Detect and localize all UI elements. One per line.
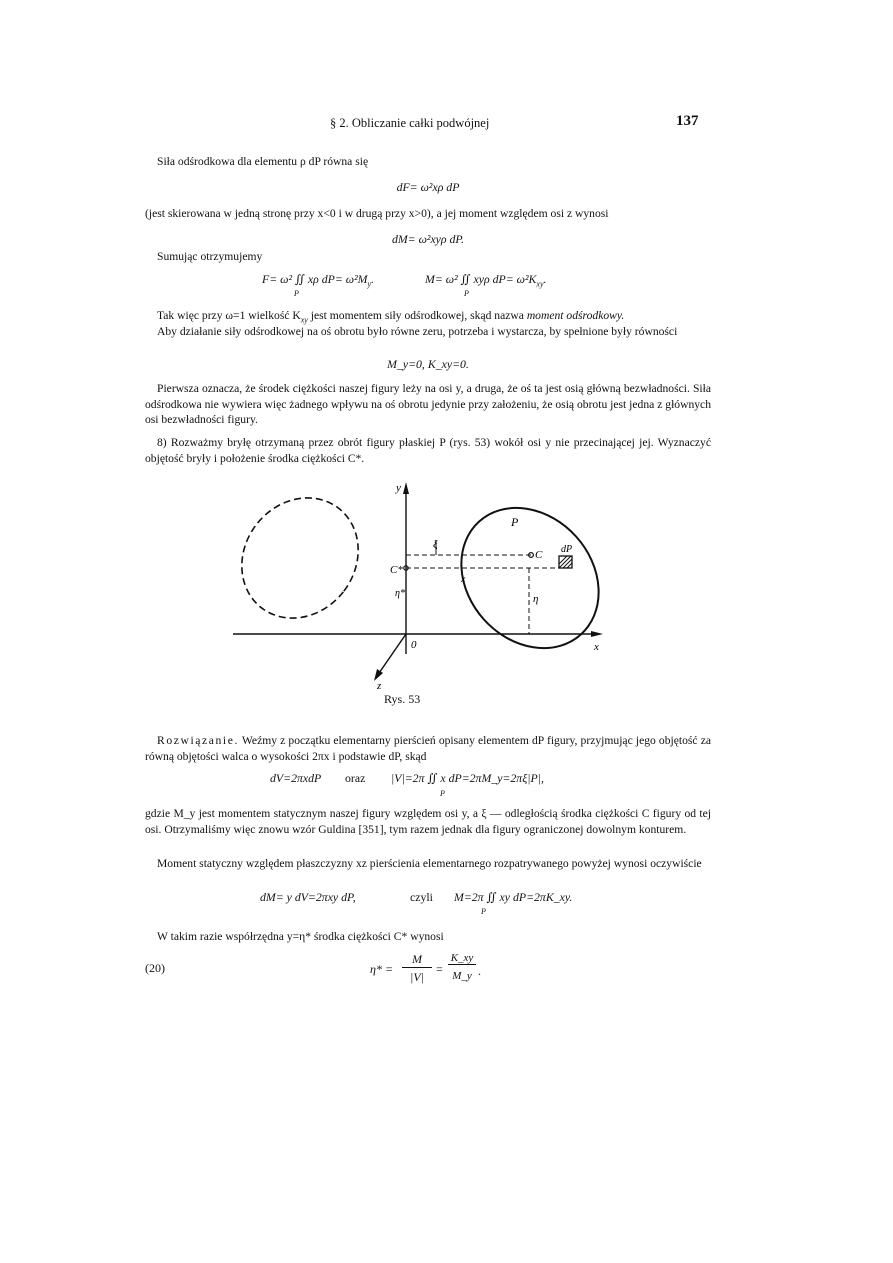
label-x-distance: x [461,574,466,585]
label-C-star: C* [390,564,403,576]
label-z: z [377,680,382,690]
label-y: y [396,482,401,494]
formula-V: |V|=2π ∬ x dP=2πM_y=2πξ|P|, [391,771,544,785]
paragraph-9: gdzie M_y jest momentem statycznym naszej figury względem osi y, a ξ — odległością środka ciężkości C figury od tej osi. Otrzymaliśmy więc znowu wzór Guldina [351], tym razem jednak dla figury ograniczonej dowolnym konturem. [145,807,711,836]
label-dP: dP [561,544,573,555]
formula-dV: dV=2πxdP [270,771,322,785]
formula-dF: dF= ω²xρ dP [396,180,460,194]
y-axis-arrow [403,482,409,494]
fraction-2-denominator: M_y [452,970,472,982]
equation-number: (20) [145,961,165,975]
page-number: 137 [676,113,699,129]
paragraph-solution: Rozwiązanie. Weźmy z początku elementarny pierścień opisany elementem dP figury, przyjmując jego objętość za równą objętości walca o wysokości 2πx i podstawie dP, skąd [145,734,711,763]
running-header: § 2. Obliczanie całki podwójnej [330,116,490,130]
integral-domain-P3: P [440,789,445,798]
integral-domain-P4: P [481,907,486,916]
formula-equalities: M_y=0, K_xy=0. [387,357,469,371]
formula-dM2: dM= y dV=2πxy dP, [260,890,356,904]
z-axis [377,634,406,676]
fraction-1-numerator: M [402,952,432,968]
formula-M2: M=2π ∬ xy dP=2πK_xy. [454,890,573,904]
formula-F: F= ω² ∬ xρ $dP= \omega^2M_y$. [262,272,374,289]
label-P: P [511,515,519,529]
paragraph-10: Moment statyczny względem płaszczyzny xz pierścienia elementarnego rozpatrywanego powyżej wynosi oczywiście [157,857,702,870]
figure-caption: Rys. 53 [384,692,421,706]
integral-domain-P1: P [294,289,299,298]
period: . [478,964,481,978]
paragraph-11: W takim razie współrzędna y=η* środka ciężkości C* wynosi [157,930,444,943]
paragraph-5: Aby działanie siły odśrodkowej na oś obrotu było równe zeru, potrzeba i wystarcza, by spełnione były równości [157,325,678,338]
formula-M: M= ω² ∬ xyρ $dP= \omega^2K_{xy}$. [425,272,547,289]
fraction-2-numerator: K_xy [448,952,476,965]
figure-rys-53 [225,478,615,690]
fraction-1-denominator: |V| [410,970,424,984]
x-axis-arrow [591,631,603,637]
paragraph-6: Pierwsza oznacza, że środek ciężkości naszej figury leży na osi y, a druga, że oś ta jest osią główną bezwładności. Siła odśrodkowa nie wywiera więc żadnego wpływu na oś obrotu jedynie przy założeniu, że osią obrotu jest jedna z głównych osi bezwładności figury. [145,382,711,426]
formula-eta-lhs: η* = [370,962,394,976]
paragraph-2: (jest skierowana w jedną stronę przy x<0 i w drugą przy x>0), a jej moment względem osi z wynosi [145,207,609,220]
equals-sign: = [436,962,443,976]
label-origin: 0 [411,639,417,651]
label-xi: ξ [433,539,438,551]
word-oraz: oraz [345,771,366,785]
word-czyli: czyli [410,890,433,904]
label-eta: η [533,593,539,605]
paragraph-7: 8) Rozważmy bryłę otrzymaną przez obrót figury płaskiej P (rys. 53) wokół osi y nie przecinającej jej. Wyznaczyć objętość bryły i położenie środka ciężkości C*. [145,436,711,465]
label-x: x [594,641,599,653]
paragraph-3: Sumując otrzymujemy [157,250,263,263]
formula-dM: dM= ω²xyρ dP. [391,232,465,246]
integral-domain-P2: P [464,289,469,298]
paragraph-4: Tak więc przy ω=1 wielkość $K_{xy}$ jest momentem siły odśrodkowej, skąd nazwa moment odśrodkowy. [157,309,625,325]
label-eta-star: η* [395,588,405,599]
dashed-figure [225,478,382,642]
label-C: C [535,549,543,561]
paragraph-1: Siła odśrodkowa dla elementu ρ dP równa się [157,155,369,168]
